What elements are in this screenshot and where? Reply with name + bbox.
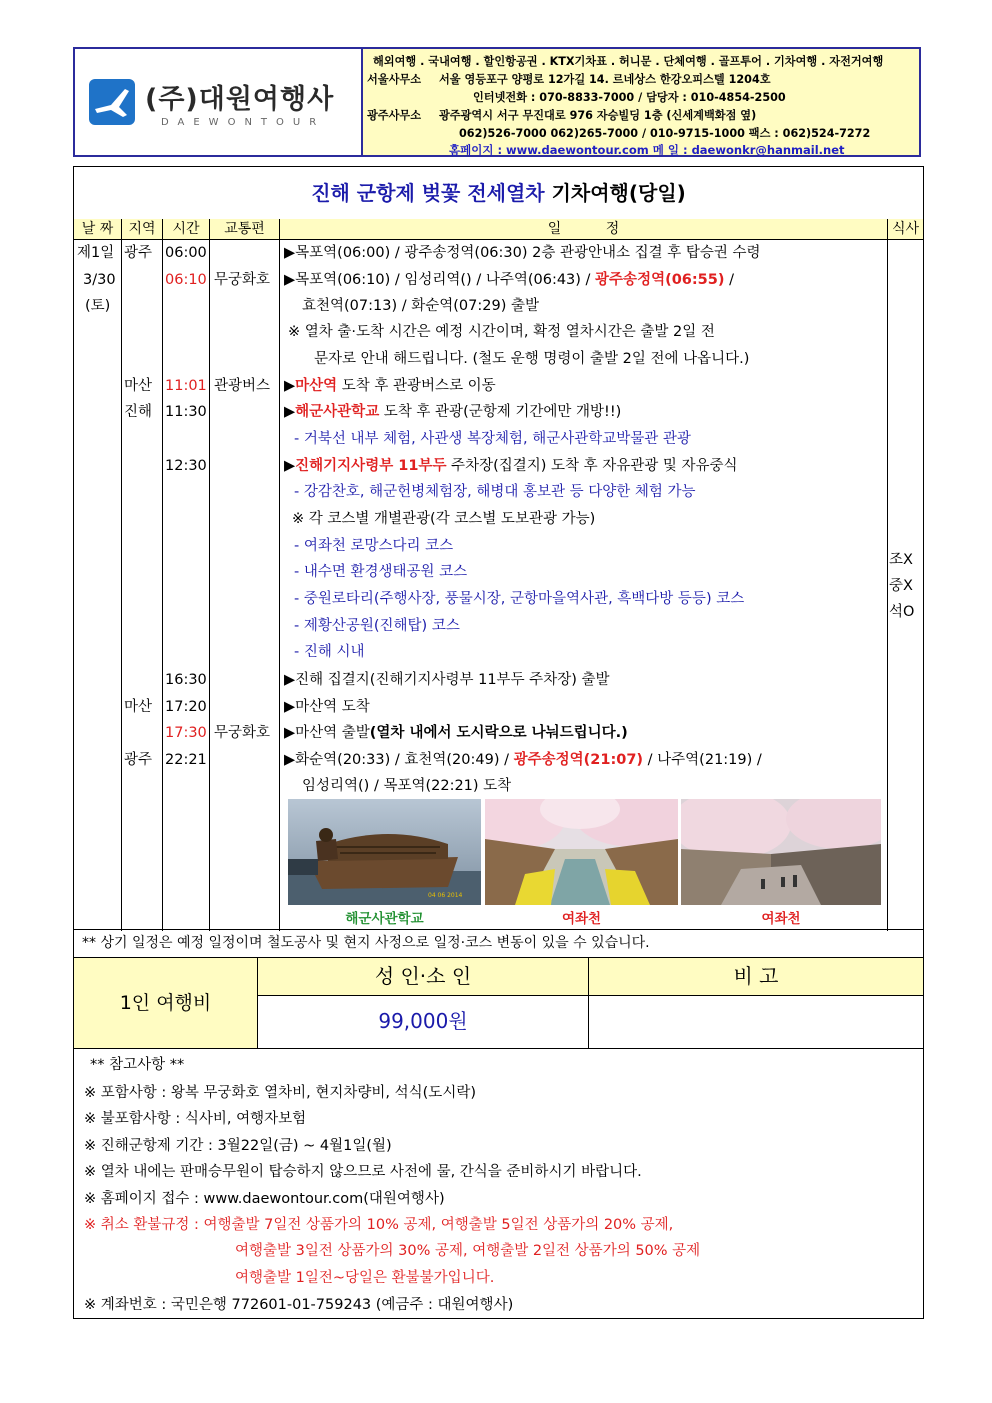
day-number: 제1일 <box>77 245 115 261</box>
price-table <box>73 957 924 1049</box>
price-label-cell <box>74 958 258 1048</box>
company-header <box>73 47 921 157</box>
meal-lunch: 중X <box>889 578 913 594</box>
region-masan: 마산 <box>124 378 153 394</box>
day-weekday: (토) <box>85 298 111 314</box>
turtle-ship-photo <box>288 799 481 905</box>
time-0610: 06:10 <box>165 272 207 288</box>
schedule-note: 문자로 안내 해드립니다. (철도 운행 명령이 출발 2일 전에 나옵니다.) <box>314 351 750 367</box>
note-item: ※ 불포함사항 : 식사비, 여행자보험 <box>84 1111 307 1127</box>
photo-caption: 해군사관학교 <box>345 911 424 927</box>
refund-policy: ※ 취소 환불규정 : 여행출발 7일전 상품가의 10% 공제, 여행출발 5일전 상품가의 20% 공제, <box>84 1217 674 1233</box>
time-1630: 16:30 <box>165 672 207 688</box>
schedule-line: ▶마산역 도착 <box>284 699 370 715</box>
page-title <box>74 177 923 206</box>
col-date: 날 짜 <box>74 219 121 239</box>
reference-notes <box>73 1048 924 1319</box>
transport-bus: 관광버스 <box>214 378 271 394</box>
schedule-line: ▶진해 집결지(진해기지사령부 11부두 주차장) 출발 <box>284 672 610 688</box>
col-time: 시간 <box>163 219 209 239</box>
price-col-remark: 비 고 <box>589 958 923 996</box>
schedule-notice: ** 상기 일정은 예정 일정이며 철도공사 및 현지 사정으로 일정·코스 변동이 있을 수 있습니다. <box>73 929 924 958</box>
time-1130: 11:30 <box>165 404 207 420</box>
web-email-line[interactable]: 홈페이지 : www.daewontour.com 메 일 : daewonkr@hanmail.net <box>449 143 845 157</box>
region-gwangju: 광주 <box>124 245 153 261</box>
region-gwangju-return: 광주 <box>124 752 153 768</box>
course-item: - 제황산공원(진해탑) 코스 <box>294 618 460 634</box>
meal-dinner: 석O <box>889 604 915 620</box>
airplane-logo-icon <box>89 79 135 125</box>
title-rest: 기차여행(당일) <box>544 181 686 205</box>
price-amount: 99,000원 <box>258 996 589 1048</box>
schedule-sub: - 거북선 내부 체험, 사관생 복장체험, 해군사관학교박물관 관광 <box>294 431 691 447</box>
note-item: ※ 홈페이지 접수 : www.daewontour.com(대원여행사) <box>84 1191 445 1207</box>
contact-info <box>363 49 919 155</box>
cherry-stream-photo <box>485 799 678 905</box>
time-1230: 12:30 <box>165 458 207 474</box>
schedule-line: ▶목포역(06:10) / 임성리역() / 나주역(06:43) / 광주송정역(06:55) / <box>284 272 734 288</box>
schedule-line: ▶목포역(06:00) / 광주송정역(06:30) 2층 관광안내소 집결 후 탑승권 수령 <box>284 245 761 261</box>
time-2221: 22:21 <box>165 752 207 768</box>
note-item: ※ 진해군항제 기간 : 3월22일(금) ~ 4월1일(월) <box>84 1138 392 1154</box>
region-masan-return: 마산 <box>124 699 153 715</box>
price-col-adult: 성 인·소 인 <box>258 958 589 996</box>
transport-train-back: 무궁화호 <box>214 725 271 741</box>
time-1720: 17:20 <box>165 699 207 715</box>
cherry-road-photo <box>681 799 881 905</box>
itinerary-table <box>73 166 924 930</box>
logo-area <box>75 49 363 155</box>
col-transport: 교통편 <box>210 219 279 239</box>
course-item: - 여좌천 로망스다리 코스 <box>294 538 454 554</box>
title-highlight: 진해 군항제 벚꽃 전세열차 <box>311 181 545 205</box>
schedule-line: ▶마산역 도착 후 관광버스로 이동 <box>284 378 496 394</box>
bank-account: ※ 계좌번호 : 국민은행 772601-01-759243 (예금주 : 대원여행사) <box>84 1297 514 1313</box>
gwangju-office-address: 광주광역시 서구 무진대로 976 자승빌딩 1층 (신세계백화점 옆) <box>439 109 757 122</box>
refund-policy: 여행출발 1일전~당일은 환불불가입니다. <box>235 1270 495 1286</box>
notes-heading: ** 참고사항 ** <box>90 1057 185 1073</box>
col-region: 지역 <box>122 219 162 239</box>
services-line: 해외여행 . 국내여행 . 할인항공권 . KTX기차표 . 허니문 . 단체여행 . 골프투어 . 기차여행 . 자전거여행 <box>373 55 884 68</box>
refund-policy: 여행출발 3일전 상품가의 30% 공제, 여행출발 2일전 상품가의 50% 공제 <box>235 1243 701 1259</box>
schedule-line: ▶화순역(20:33) / 효천역(20:49) / 광주송정역(21:07) / 나주역(21:19) / <box>284 752 762 768</box>
meal-breakfast: 조X <box>889 552 913 568</box>
photo-date-stamp: 04 06 2014 <box>428 892 463 899</box>
price-remark <box>589 996 923 1048</box>
schedule-note: ※ 열차 출·도착 시간은 예정 시간이며, 확정 열차시간은 출발 2일 전 <box>288 324 715 340</box>
schedule-line: ▶마산역 출발(열차 내에서 도시락으로 나눠드립니다.) <box>284 725 628 741</box>
logo-subtitle: DAEWONTOUR <box>161 117 326 128</box>
schedule-line: ▶진해기지사령부 11부두 주차장(집결지) 도착 후 자유관광 및 자유중식 <box>284 458 738 474</box>
gwangju-office-phone: 062)526-7000 062)265-7000 / 010-9715-1000 팩스 : 062)524-7272 <box>459 127 871 140</box>
seoul-office-address: 서울 영등포구 양평로 12가길 14. 르네상스 한강오피스텔 1204호 <box>439 73 771 86</box>
course-item: - 중원로타리(주행사장, 풍물시장, 군항마을역사관, 흑백다방 등등) 코스 <box>294 591 745 607</box>
note-item: ※ 열차 내에는 판매승무원이 탑승하지 않으므로 사전에 물, 간식을 준비하시기 바랍니다. <box>84 1164 642 1180</box>
time-1730: 17:30 <box>165 725 207 741</box>
logo-text: (주)대원여행사 <box>145 84 335 115</box>
gwangju-office-label: 광주사무소 <box>367 109 422 122</box>
col-meal: 식사 <box>888 219 923 239</box>
time-1101: 11:01 <box>165 378 207 394</box>
transport-train-out: 무궁화호 <box>214 272 271 288</box>
time-0600: 06:00 <box>165 245 207 261</box>
region-jinhae: 진해 <box>124 404 153 420</box>
day-date: 3/30 <box>83 272 116 288</box>
price-label: 1인 여행비 <box>119 992 212 1014</box>
seoul-office-label: 서울사무소 <box>367 73 422 86</box>
schedule-line: 임성리역() / 목포역(22:21) 도착 <box>302 778 512 794</box>
col-schedule: 일 정 <box>280 219 887 239</box>
schedule-line: 효천역(07:13) / 화순역(07:29) 출발 <box>302 298 539 314</box>
photo-caption: 여좌천 <box>761 911 801 927</box>
course-item: - 내수면 환경생태공원 코스 <box>294 564 468 580</box>
note-item: ※ 포함사항 : 왕복 무궁화호 열차비, 현지차량비, 석식(도시락) <box>84 1085 476 1101</box>
schedule-note: ※ 각 코스별 개별관광(각 코스별 도보관광 가능) <box>292 511 596 527</box>
course-item: - 진해 시내 <box>294 644 365 660</box>
seoul-office-phone: 인터넷전화 : 070-8833-7000 / 담당자 : 010-4854-2500 <box>473 91 786 104</box>
photo-caption: 여좌천 <box>561 911 602 927</box>
schedule-sub: - 강감찬호, 해군헌병체험장, 해병대 홍보관 등 다양한 체험 가능 <box>294 484 696 500</box>
schedule-line: ▶해군사관학교 도착 후 관광(군항제 기간에만 개방!!) <box>284 404 622 420</box>
